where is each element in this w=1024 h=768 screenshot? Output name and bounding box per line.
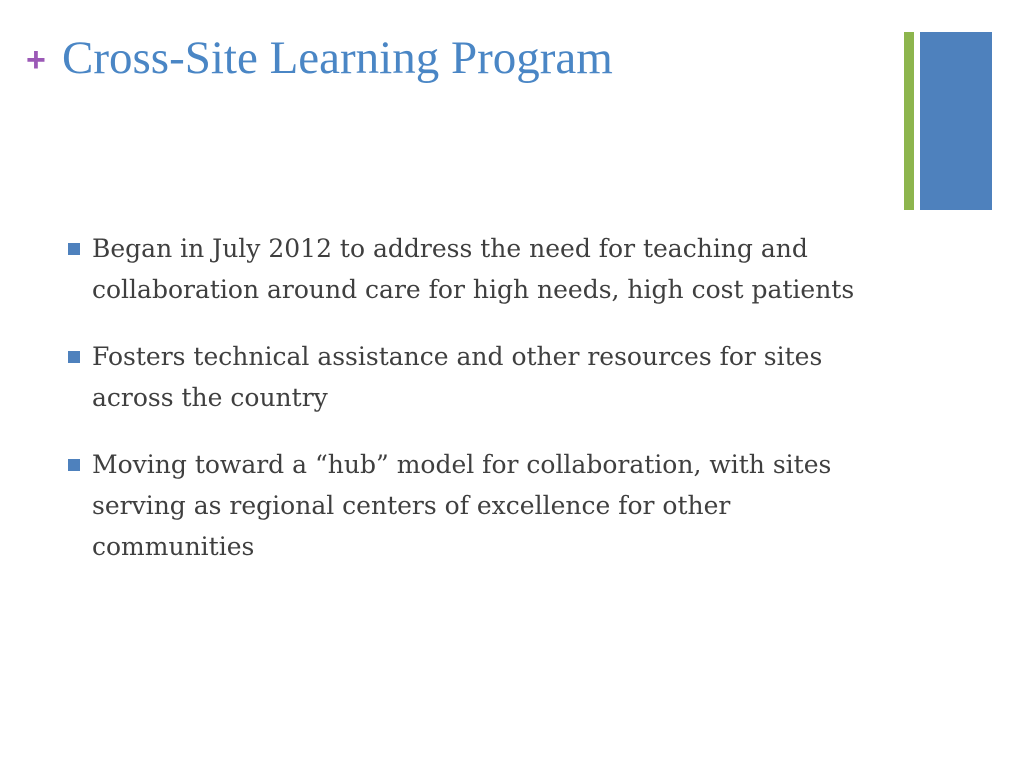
bullet-item xyxy=(68,228,898,310)
plus-icon: + xyxy=(26,41,46,79)
bullet-item xyxy=(68,336,898,418)
square-bullet-icon xyxy=(68,459,80,471)
accent-bar-blue xyxy=(920,32,992,210)
accent-bar-green xyxy=(904,32,914,210)
bullet-text: Moving toward a “hub” model for collaboration, with sites serving as regional centers of excellence for other communities xyxy=(92,450,832,561)
bullet-list xyxy=(68,228,898,593)
square-bullet-icon xyxy=(68,243,80,255)
bullet-item xyxy=(68,444,898,567)
bullet-text: Began in July 2012 to address the need for teaching and collaboration around care for high needs, high cost patients xyxy=(92,234,855,304)
slide-title: Cross-Site Learning Program xyxy=(62,32,613,84)
bullet-text: Fosters technical assistance and other resources for sites across the country xyxy=(92,342,823,412)
square-bullet-icon xyxy=(68,351,80,363)
